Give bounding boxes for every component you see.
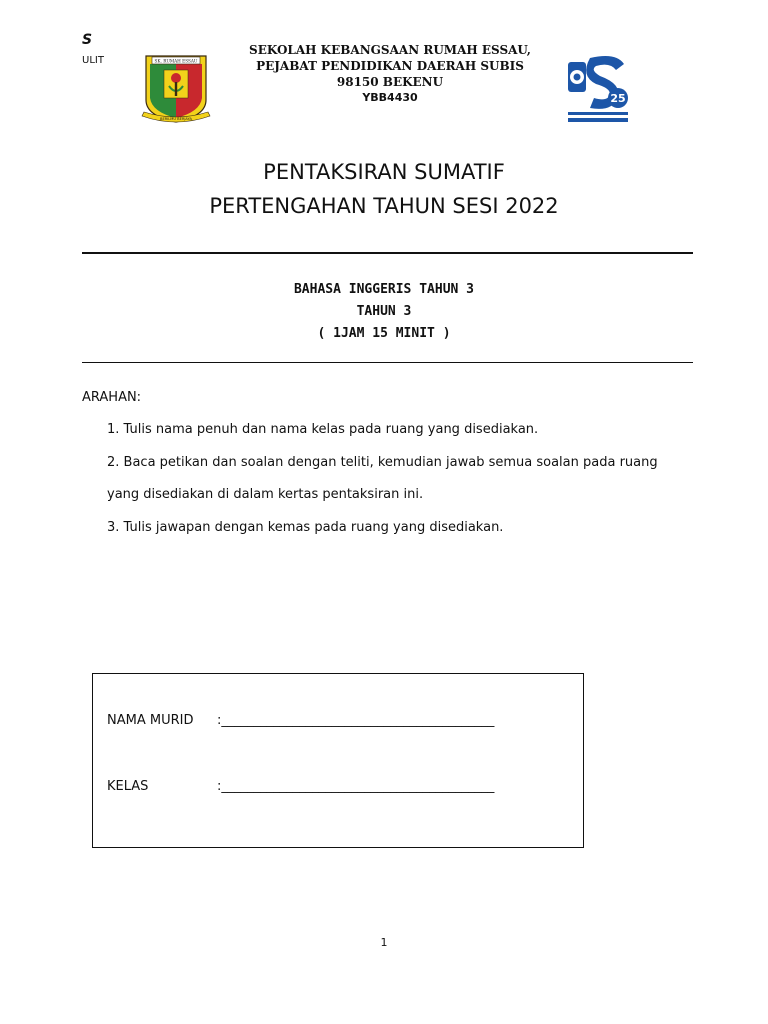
exam-title: PENTAKSIRAN SUMATIF [263, 160, 505, 184]
district-office: PEJABAT PENDIDIKAN DAERAH SUBIS [256, 59, 524, 73]
subject-name: BAHASA INGGERIS TAHUN 3 [293, 282, 474, 297]
instruction-item: 3. Tulis jawapan dengan kemas pada ruang yang disediakan. [107, 520, 504, 535]
student-name-line[interactable]: :__________________________________________ [217, 713, 495, 728]
crest-motto-text: BERILMU BERJAYA [160, 117, 192, 121]
instruction-item: 2. Baca petikan dan soalan dengan teliti, kemudian jawab semua soalan pada ruang [107, 455, 658, 470]
school-code: YBB4430 [362, 91, 418, 104]
corner-mark: S [82, 32, 93, 48]
instruction-item-continued: yang disediakan di dalam kertas pentaksiran ini. [107, 487, 424, 502]
crest-banner-text: SK. RUMAH ESSAU [154, 58, 198, 64]
exam-session: PERTENGAHAN TAHUN SESI 2022 [209, 194, 559, 218]
agency-logo-icon [566, 52, 632, 124]
student-name-label: NAMA MURID [107, 713, 194, 728]
anniversary-number: 25 [610, 92, 626, 105]
divider-bottom [82, 362, 693, 363]
subject-block [0, 279, 768, 345]
class-line[interactable]: :__________________________________________ [217, 779, 495, 794]
class-field[interactable] [107, 779, 494, 794]
divider-top [82, 252, 693, 254]
instructions-heading: ARAHAN: [82, 390, 142, 405]
exam-duration: ( 1JAM 15 MINIT ) [317, 326, 451, 341]
class-label: KELAS [107, 779, 149, 794]
corner-label: ULIT [82, 55, 104, 66]
school-header [230, 42, 550, 106]
page-number: 1 [380, 936, 388, 949]
school-crest-icon [138, 50, 214, 128]
subject-level: TAHUN 3 [356, 304, 412, 319]
instruction-item: 1. Tulis nama penuh dan nama kelas pada ruang yang disediakan. [107, 422, 539, 437]
student-info-box [92, 673, 584, 848]
postal-address: 98150 BEKENU [336, 75, 444, 89]
school-name: SEKOLAH KEBANGSAAN RUMAH ESSAU, [249, 43, 531, 57]
student-name-field[interactable] [107, 713, 494, 728]
